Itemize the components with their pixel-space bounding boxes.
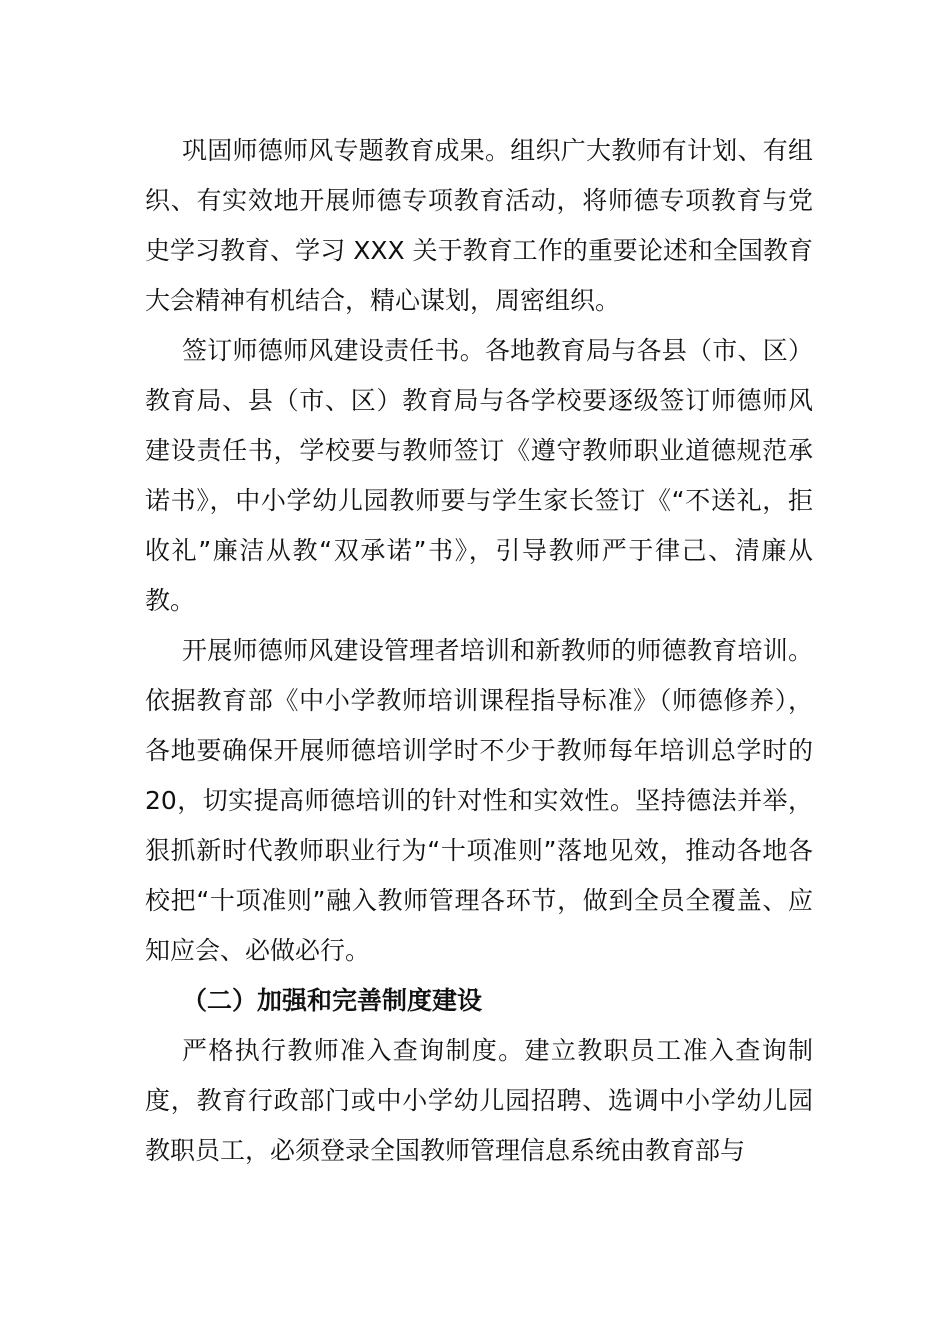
section-heading: （二）加强和完善制度建设	[182, 986, 483, 1015]
document-body	[145, 126, 813, 1176]
paragraph-consolidate-education: 巩固师德师风专题教育成果。组织广大教师有计划、有组织、有实效地开展师德专项教育活动，将师德专项教育与党史学习教育、学习 XXX 关于教育工作的重要论述和全国教育大会精神有机结合，精心谋划，周密组织。	[145, 136, 813, 315]
paragraph-access-inquiry: 严格执行教师准入查询制度。建立教职员工准入查询制度，教育行政部门或中小学幼儿园招聘、选调中小学幼儿园教职员工，必须登录全国教师管理信息系统由教育部与	[145, 1036, 813, 1165]
paragraph-training: 开展师德师风建设管理者培训和新教师的师德教育培训。依据教育部《中小学教师培训课程指导标准》（师德修养），各地要确保开展师德培训学时不少于教师每年培训总学时的 20，切实提高师德培训的针对性和实效性。坚持德法并举，狠抓新时代教师职业行为“十项准则”落地见效，推动各地各校把“十项准则”融入教师管理各环节，做到全员全覆盖、应知应会、必做必行。	[145, 636, 813, 965]
paragraph-responsibility-letter: 签订师德师风建设责任书。各地教育局与各县（市、区）教育局、县（市、区）教育局与各学校要逐级签订师德师风建设责任书，学校要与教师签订《遵守教师职业道德规范承诺书》，中小学幼儿园教师要与学生家长签订《“不送礼，拒收礼”廉洁从教“双承诺”书》，引导教师严于律己、清廉从教。	[145, 336, 813, 615]
